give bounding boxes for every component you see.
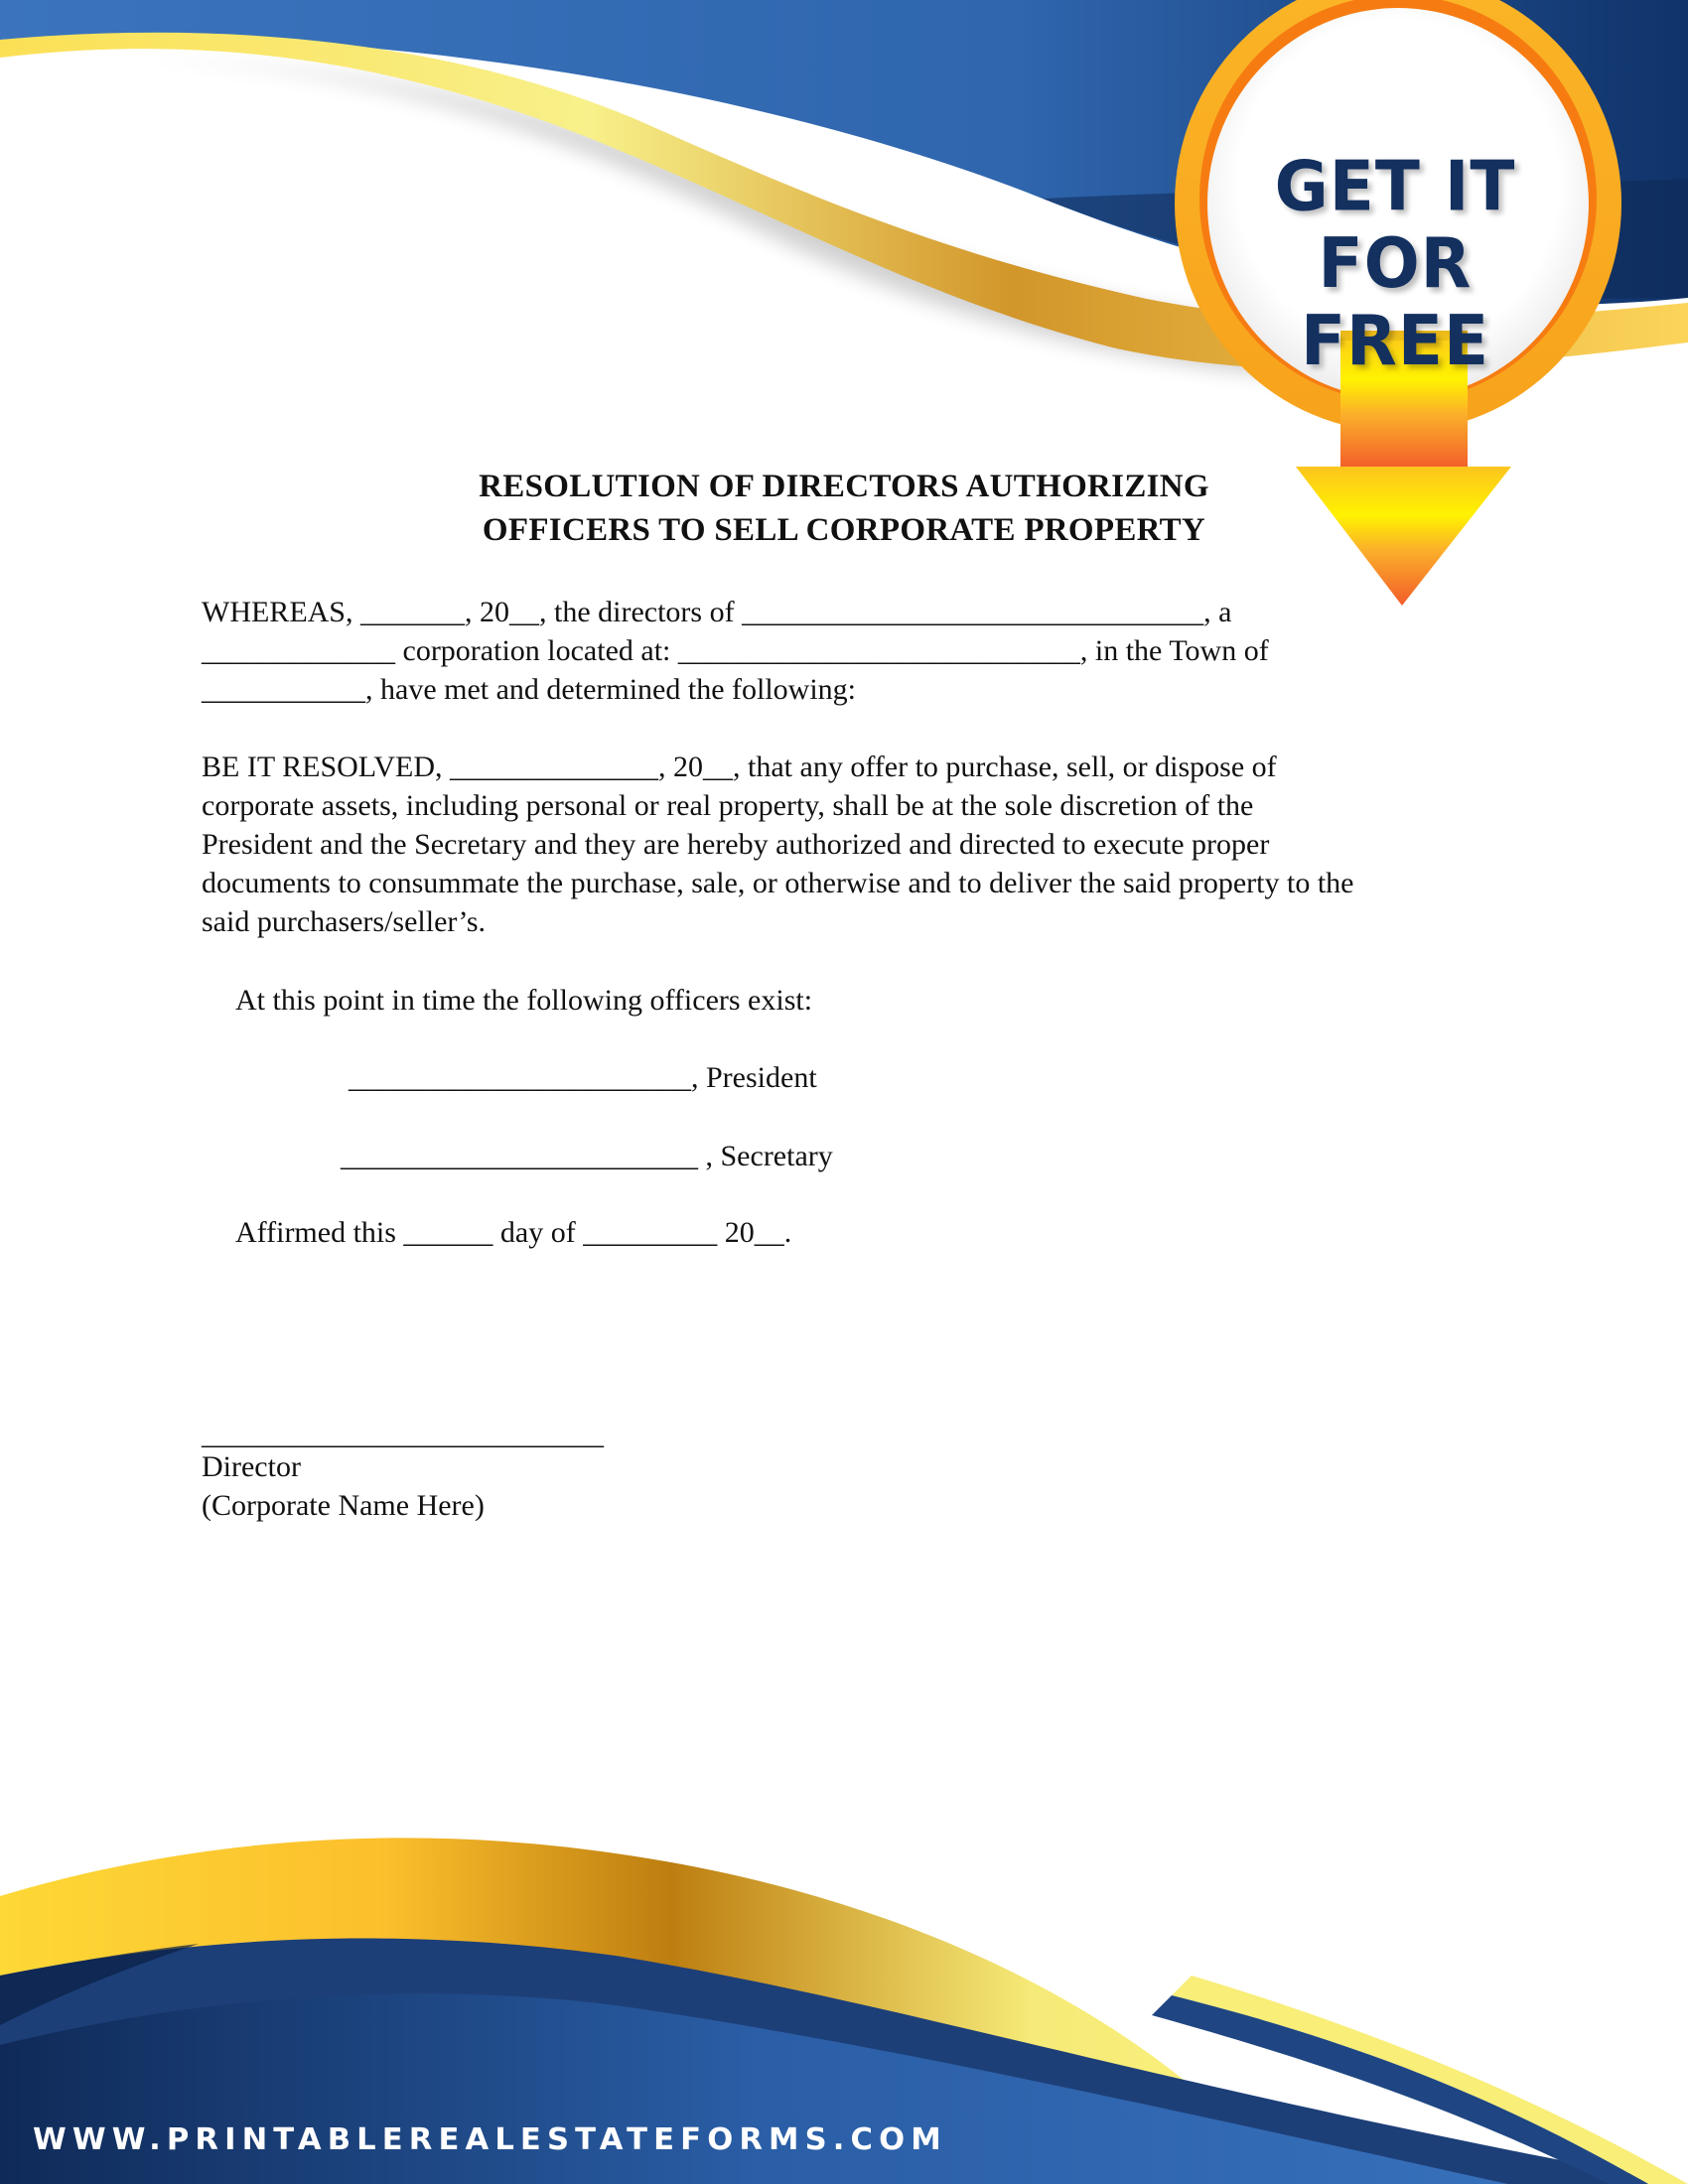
title-line-2: OFFICERS TO SELL CORPORATE PROPERTY (482, 512, 1206, 548)
badge-line-1: GET IT (1274, 146, 1516, 227)
badge-line-2: FOR FREE (1300, 223, 1490, 381)
document-title (0, 465, 1688, 552)
whereas-line-2: _____________ corporation located at: ___________________________, in the Town of (202, 634, 1269, 667)
resolved-line-2: corporate assets, including personal or real property, shall be at the sole discretion of the (202, 789, 1254, 822)
footer-website-url[interactable]: WWW.PRINTABLEREALESTATEFORMS.COM (32, 2122, 947, 2157)
resolved-line-3: President and the Secretary and they are hereby authorized and directed to execute proper (202, 828, 1270, 861)
resolved-line-4: documents to consummate the purchase, sale, or otherwise and to deliver the said property to the (202, 867, 1354, 899)
title-line-1: RESOLUTION OF DIRECTORS AUTHORIZING (479, 469, 1209, 504)
president-field[interactable]: _______________________, President (349, 1061, 817, 1094)
director-signature-line[interactable]: ___________________________ (202, 1418, 604, 1450)
secretary-field[interactable]: ________________________ , Secretary (341, 1140, 833, 1172)
affirmed-date-field[interactable]: Affirmed this ______ day of _________ 20__. (235, 1216, 792, 1249)
whereas-line-3: ___________, have met and determined the following: (202, 673, 857, 706)
signer-organization: (Corporate Name Here) (202, 1489, 485, 1522)
resolved-line-1: BE IT RESOLVED, ______________, 20__, that any offer to purchase, sell, or dispose of (202, 751, 1277, 783)
resolved-line-5: said purchasers/seller’s. (202, 905, 487, 938)
officers-intro: At this point in time the following officers exist: (235, 984, 813, 1017)
signer-title: Director (202, 1450, 301, 1483)
whereas-line-1: WHEREAS, _______, 20__, the directors of _______________________________, a (202, 596, 1232, 628)
